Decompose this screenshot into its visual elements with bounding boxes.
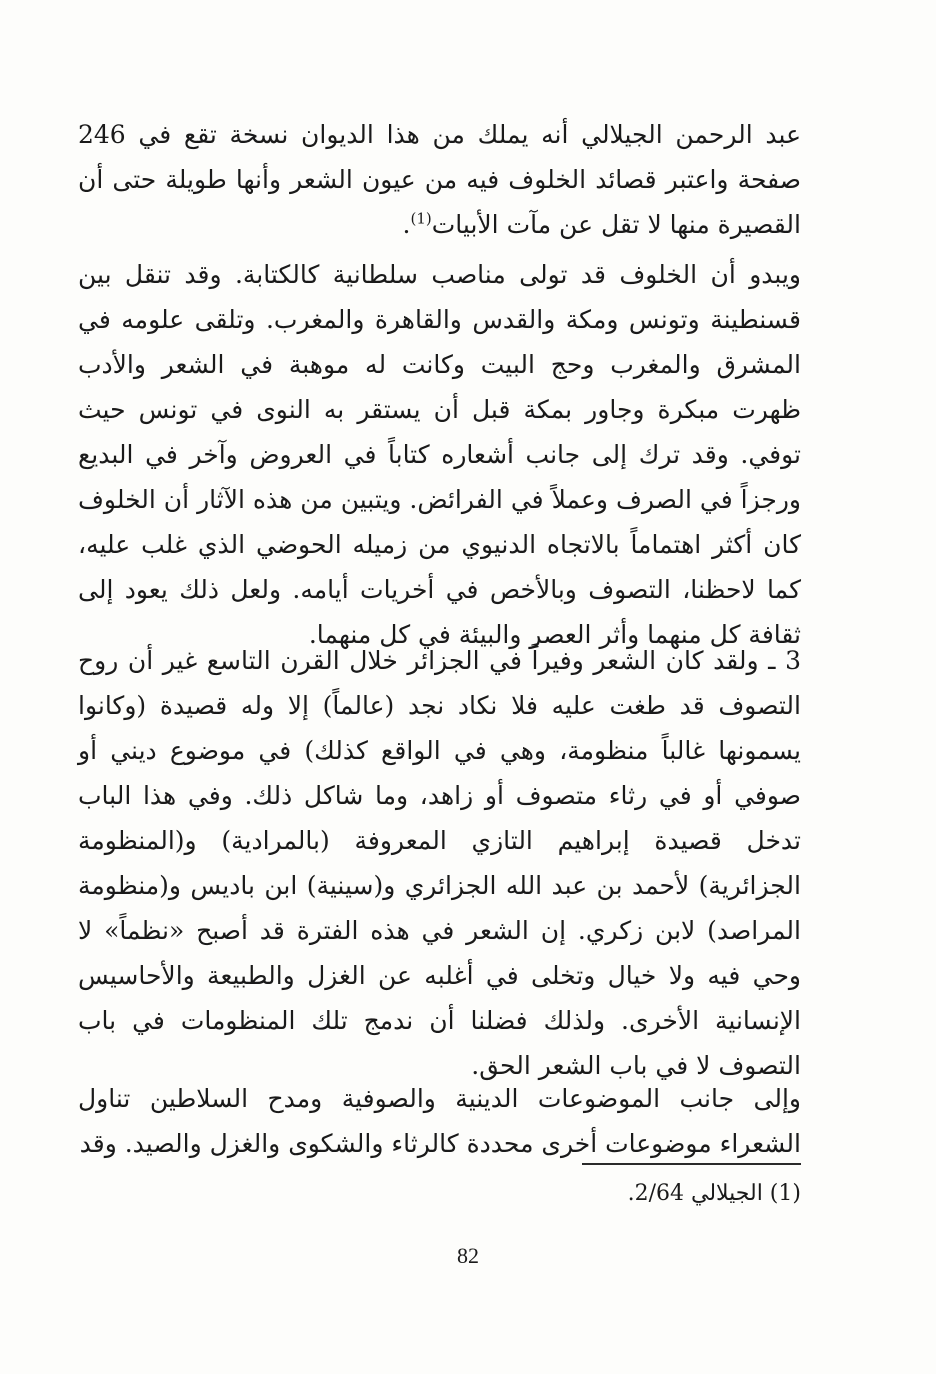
footnote-divider — [582, 1163, 801, 1165]
paragraph-3 — [78, 638, 801, 1088]
footnote-text: (1) الجيلالي 2/64. — [627, 1181, 801, 1206]
paragraph-4 — [78, 1076, 801, 1166]
paragraph-2-text: ويبدو أن الخلوف قد تولى مناصب سلطانية كالكتابة. وقد تنقل بين قسنطينة وتونس ومكة والقدس والقاهرة والمغرب. وتلقى علومه في المشرق والمغرب وحج البيت وكانت له موهبة في الشعر والأدب ظهرت مبكرة وجاور بمكة قبل أن يستقر به النوى في تونس حيث توفي. وقد ترك إلى جانب أشعاره كتاباً في العروض وآخر في البديع ورجزاً في الصرف وعملاً في الفرائض. ويتبين من هذه الآثار أن الخلوف كان أكثر اهتماماً بالاتجاه الدنيوي من زميله الحوضي الذي غلب عليه، كما لاحظنا، التصوف وبالأخص في أخريات أيامه. ولعل ذلك يعود إلى ثقافة كل منهما وأثر العصر والبيئة في كل منهما. — [78, 260, 801, 649]
paragraph-2 — [78, 252, 801, 657]
footnote-reference[interactable]: (1) — [410, 209, 432, 228]
paragraph-1-text: عبد الرحمن الجيلالي أنه يملك من هذا الديوان نسخة تقع في 246 صفحة واعتبر قصائد الخلوف فيه من عيون الشعر وأنها طويلة حتى أن القصيرة منها لا تقل عن مآت الأبيات — [78, 120, 801, 239]
paragraph-1 — [78, 112, 801, 247]
paragraph-4-text: وإلى جانب الموضوعات الدينية والصوفية ومدح السلاطين تناول الشعراء موضوعات أخرى محددة كالرثاء والشكوى والغزل والصيد. وقد — [78, 1084, 801, 1158]
footnote — [78, 1176, 801, 1212]
paragraph-1-end: . — [402, 210, 411, 239]
page-number: 82 — [457, 1243, 479, 1268]
paragraph-3-text: 3 ـ ولقد كان الشعر وفيراً في الجزائر خلال القرن التاسع غير أن روح التصوف قد طغت عليه فلا نكاد نجد (عالماً) إلا وله قصيدة (وكانوا يسمونها غالباً منظومة، وهي في الواقع كذلك) في موضوع ديني أو صوفي أو في رثاء متصوف أو زاهد، وما شاكل ذلك. وفي هذا الباب تدخل قصيدة إبراهيم التازي المعروفة (بالمرادية) و(المنظومة الجزائرية) لأحمد بن عبد الله الجزائري و(سينية) ابن باديس و(منظومة المراصد) لابن زكري. إن الشعر في هذه الفترة قد أصبح «نظماً» لا وحي فيه ولا خيال وتخلى في أغلبه عن الغزل والطبيعة والأحاسيس الإنسانية الأخرى. ولذلك فضلنا أن ندمج تلك المنظومات في باب التصوف لا في باب الشعر الحق. — [78, 646, 801, 1080]
